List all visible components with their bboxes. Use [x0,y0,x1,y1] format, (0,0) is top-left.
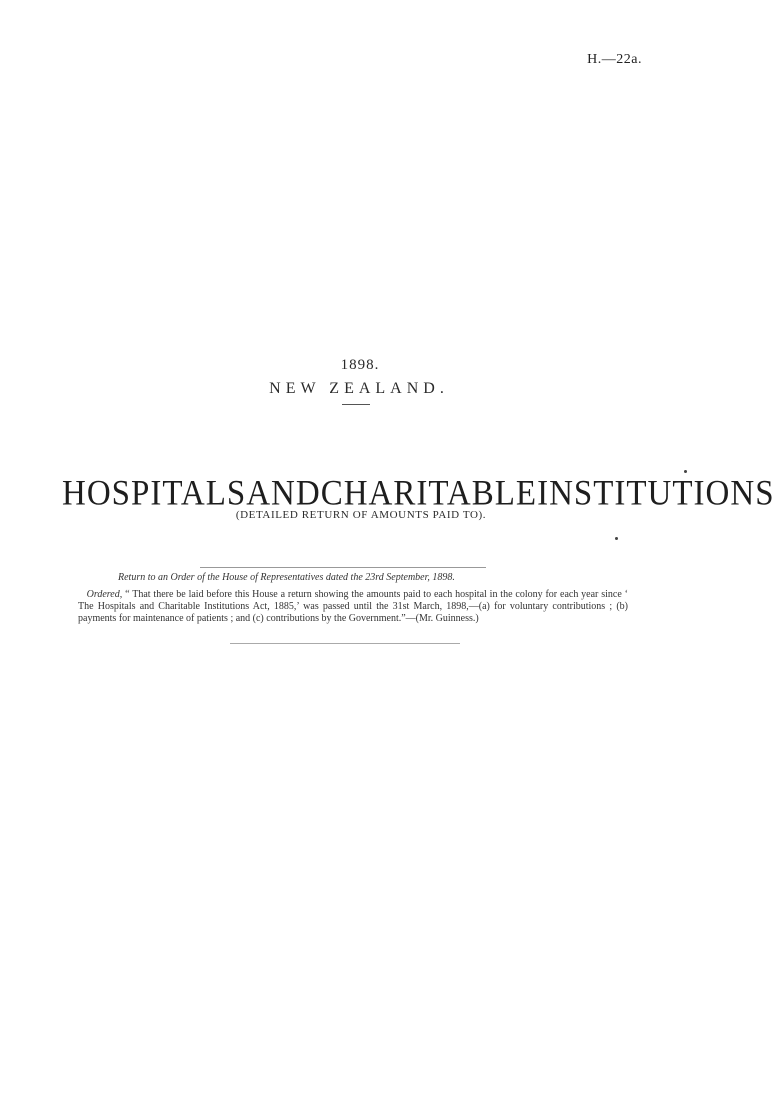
page-reference: H.—22a. [587,52,642,67]
country-heading: NEW ZEALAND. [269,380,449,397]
return-line: Return to an Order of the House of Representatives dated the 23rd September, 1898. [118,572,455,583]
short-rule [342,404,370,405]
ink-speck [615,537,618,540]
title-word: HOSPITALS [62,474,247,514]
order-paragraph [78,589,628,626]
title-word: CHARITABLE [320,474,538,514]
ink-speck [684,470,687,473]
year-heading: 1898. [340,357,380,373]
title-word: INSTITUTIONS [537,474,775,514]
top-rule [200,567,486,568]
order-text: “ That there be laid before this House a return showing the amounts paid to each hospital in the colony for each year since ‘ The Hospitals and Charitable Institutions Act, 1885,’ was passed until the 31st March, 1898,—(a) for voluntary contributions ; (b) payments for maintenance of patients ; and (c) contributions by the Government.”—(Mr. Guinness.) [78,589,628,625]
bottom-rule [230,643,460,644]
ordered-label: Ordered, [86,589,123,600]
title-word: AND [246,474,321,514]
document-subtitle: (DETAILED RETURN OF AMOUNTS PAID TO). [235,509,487,521]
